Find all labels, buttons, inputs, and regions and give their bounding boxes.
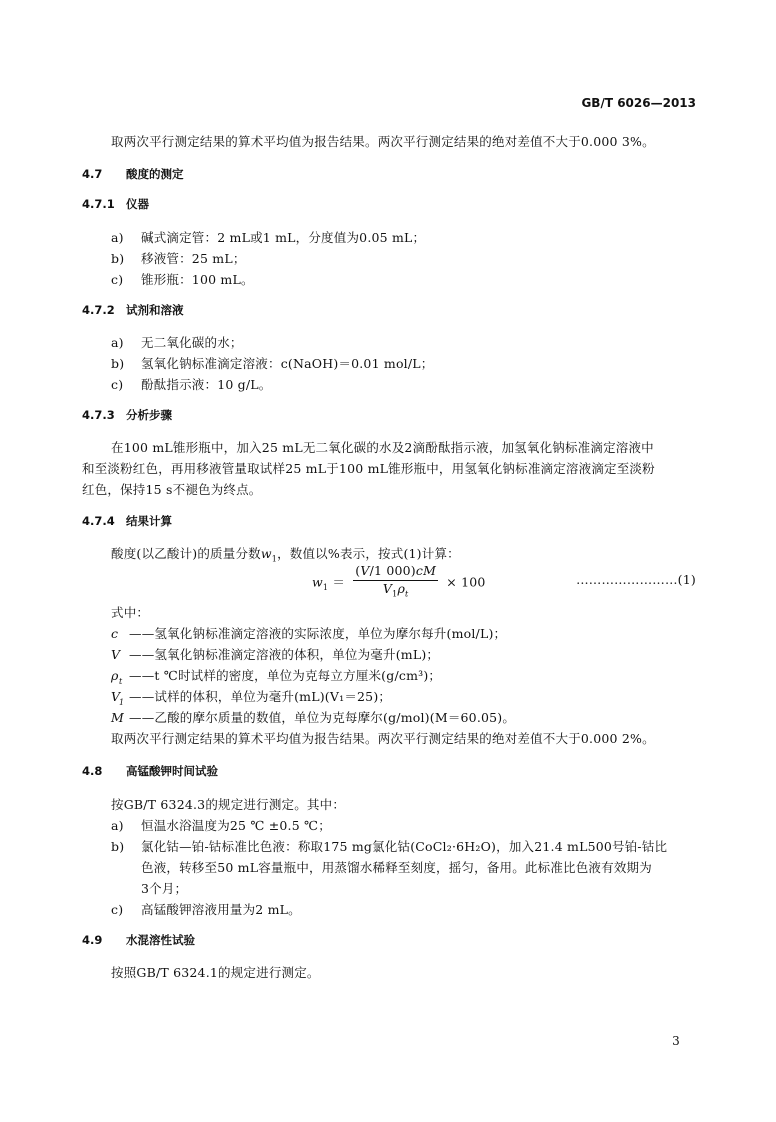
section-heading-4-7-2 (82, 302, 184, 318)
variable-subscript: 1 (271, 554, 278, 564)
section-title: 水混溶性试验 (126, 933, 195, 947)
intro-text: 酸度(以乙酸计)的质量分数 (111, 546, 261, 561)
symbol-definition: $\rho_t$ ——t ℃时试样的密度，单位为克每立方厘米(g/cm³)； (111, 668, 442, 686)
section-number: 4.7.2 (82, 303, 115, 317)
list-label: a) (111, 230, 124, 245)
section-title: 试剂和溶液 (126, 303, 184, 317)
formula-intro (111, 544, 460, 564)
section-heading-4-7 (82, 166, 184, 182)
list-text: 氢氧化钠标准滴定溶液：c(NaOH)＝0.01 mol/L； (141, 356, 434, 371)
list-item (111, 270, 254, 288)
paragraph-line: 按GB/T 6324.3的规定进行测定。其中： (111, 797, 346, 812)
list-item: b) 氯化钴—铂-钴标准比色液：称取175 mg氯化钴(CoCl₂·6H₂O)，加入21.4 mL500号铂-钴比 (111, 839, 668, 854)
list-item: c) 高锰酸钾溶液用量为2 mL。 (111, 902, 301, 917)
section-number: 4.7.3 (82, 408, 115, 422)
section-number: 4.7.4 (82, 514, 115, 528)
section-heading-4-7-4 (82, 513, 172, 529)
formula-multiplier: × 100 (446, 574, 486, 590)
section-number: 4.8 (82, 764, 103, 778)
formula (312, 563, 486, 603)
formula-reference: ……………………(1) (576, 572, 696, 587)
list-item (111, 228, 425, 246)
list-text: 碱式滴定管：2 mL或1 mL，分度值为0.05 mL； (141, 230, 426, 245)
section-title: 酸度的测定 (126, 167, 184, 181)
variable: w (260, 546, 272, 561)
result-statement: 取两次平行测定结果的算术平均值为报告结果。两次平行测定结果的绝对差值不大于0.000 2%。 (111, 731, 655, 746)
formula-denominator: $V_1\rho_t$ (382, 581, 409, 599)
section-title: 分析步骤 (126, 408, 172, 422)
symbol-definition: c ——氢氧化钠标准滴定溶液的实际浓度，单位为摩尔每升(mol/L)； (111, 626, 507, 641)
list-text: 酚酞指示液：10 g/L。 (141, 377, 272, 392)
section-title: 高锰酸钾时间试验 (126, 764, 218, 778)
result-statement: 取两次平行测定结果的算术平均值为报告结果。两次平行测定结果的绝对差值不大于0.000 3%。 (111, 134, 655, 149)
page-number: 3 (672, 1034, 680, 1048)
section-number: 4.7.1 (82, 197, 115, 211)
paragraph-line: 红色，保持15 s不褪色为终点。 (82, 482, 262, 497)
list-label: b) (111, 251, 125, 266)
formula-lhs-subscript: 1 (322, 582, 329, 592)
formula-numerator: (V/1 000)cM (353, 563, 438, 581)
list-label: b) (111, 356, 125, 371)
list-label: c) (111, 272, 124, 287)
paragraph-line: 按照GB/T 6324.1的规定进行测定。 (111, 965, 320, 980)
standard-number: GB/T 6026—2013 (581, 96, 696, 110)
symbol-definition: V ——氢氧化钠标准滴定溶液的体积，单位为毫升(mL)； (111, 647, 440, 662)
section-title: 仪器 (126, 197, 149, 211)
paragraph-line: 和至淡粉红色，再用移液管量取试样25 mL于100 mL锥形瓶中，用氢氧化钠标准滴定溶液滴定至淡粉 (82, 461, 655, 476)
list-label: a) (111, 335, 124, 350)
symbol-definition: $V_1$ ——试样的体积，单位为毫升(mL)(V₁＝25)； (111, 689, 392, 707)
symbol-definition: M ——乙酸的摩尔质量的数值，单位为克每摩尔(g/mol)(M＝60.05)。 (111, 710, 516, 725)
paragraph-line: 在100 mL锥形瓶中，加入25 mL无二氧化碳的水及2滴酚酞指示液，加氢氧化钠标准滴定溶液中 (111, 440, 654, 455)
intro-text: ，数值以%表示，按式(1)计算： (277, 546, 460, 561)
list-item (111, 375, 272, 393)
list-item-continuation: 色液，转移至50 mL容量瓶中，用蒸馏水稀释至刻度，摇匀，备用。此标准比色液有效期为 (141, 860, 652, 875)
list-item-continuation: 3个月； (141, 881, 188, 896)
list-text: 移液管：25 mL； (141, 251, 246, 266)
list-text: 无二氧化碳的水； (141, 335, 243, 350)
section-heading-4-7-3 (82, 407, 172, 423)
equals-sign: ＝ (332, 574, 346, 590)
list-item (111, 354, 434, 372)
list-item: a) 恒温水浴温度为25 ℃ ±0.5 ℃； (111, 818, 331, 833)
list-label: c) (111, 377, 124, 392)
section-heading-4-9 (82, 932, 195, 948)
section-title: 结果计算 (126, 514, 172, 528)
section-heading-4-7-1 (82, 196, 149, 212)
section-heading-4-8 (82, 763, 218, 779)
section-number: 4.9 (82, 933, 103, 947)
where-label: 式中： (111, 605, 150, 620)
list-item (111, 249, 246, 267)
formula-fraction (353, 563, 438, 603)
section-number: 4.7 (82, 167, 103, 181)
formula-lhs: w (312, 574, 323, 590)
list-text: 锥形瓶：100 mL。 (141, 272, 254, 287)
list-item (111, 333, 243, 351)
